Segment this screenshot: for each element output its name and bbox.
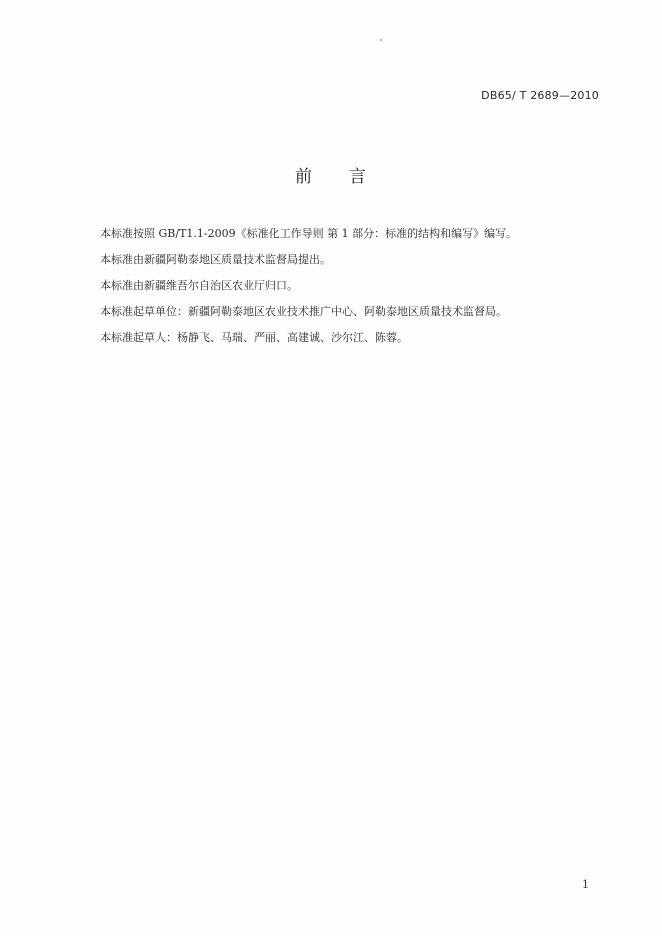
paragraph-drafting-rules: 本标准按照 GB/T1.1-2009《标准化工作导则 第 1 部分：标准的结构和编写》编写。 (100, 227, 518, 240)
page-number: 1 (582, 878, 589, 891)
standard-code: DB65/ T 2689—2010 (481, 89, 599, 102)
paragraph-drafters: 本标准起草人：杨静飞、马瑞、严丽、高建诚、沙尔江、陈蓉。 (100, 331, 408, 344)
scan-speck (380, 39, 382, 41)
paragraph-drafting-units: 本标准起草单位：新疆阿勒泰地区农业技术推广中心、阿勒泰地区质量技术监督局。 (100, 305, 507, 318)
paragraph-administrator: 本标准由新疆维吾尔自治区农业厅归口。 (100, 279, 298, 292)
page-title: 前 言 (295, 167, 367, 187)
preface-body (100, 227, 580, 357)
paragraph-proposer: 本标准由新疆阿勒泰地区质量技术监督局提出。 (100, 253, 331, 266)
